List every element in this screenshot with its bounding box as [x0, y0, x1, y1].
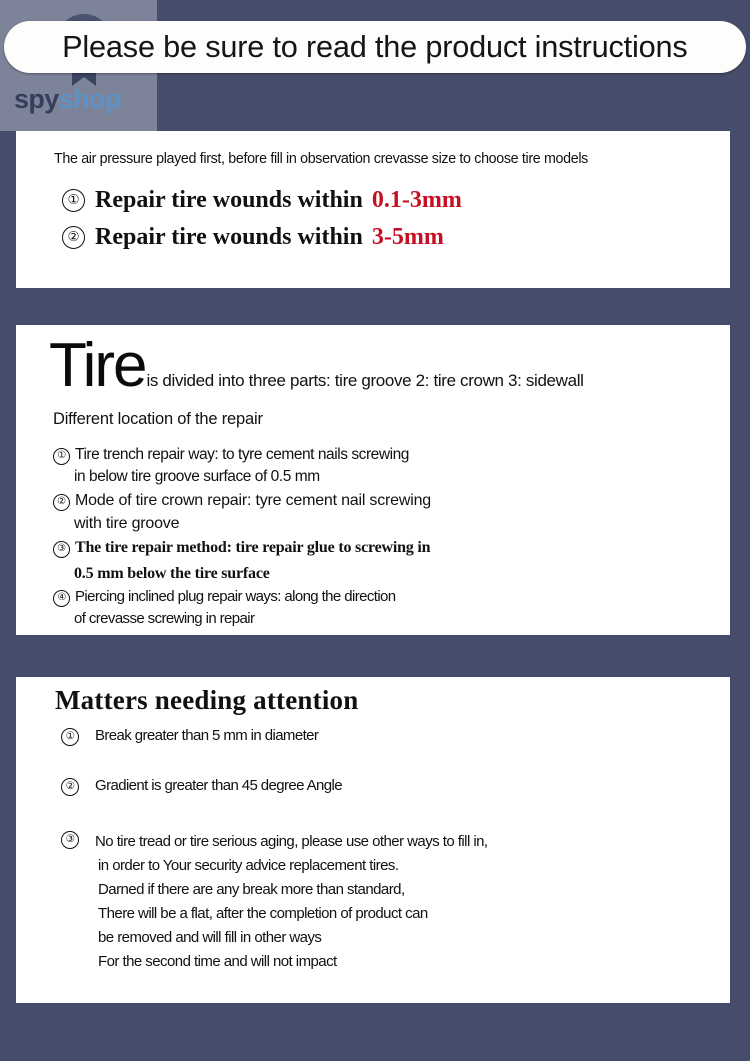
list-marker: ④: [53, 590, 70, 607]
size-row-label: Repair tire wounds within: [95, 187, 363, 213]
attention-item-line: Darned if there are any break more than standard,: [98, 881, 405, 898]
tire-list-item: [53, 489, 431, 535]
attention-item-line: in order to Your security advice replacement tires.: [98, 857, 399, 874]
attention-item-line: Gradient is greater than 45 degree Angle: [95, 777, 343, 794]
tire-item-line2: with tire groove: [74, 515, 180, 533]
attention-item-lines: [95, 727, 318, 744]
tire-item-line1: Mode of tire crown repair: tyre cement nail screwing: [75, 492, 431, 509]
attention-card: [16, 677, 730, 1003]
tire-item-line2: 0.5 mm below the tire surface: [74, 564, 270, 582]
tire-heading-rest: is divided into three parts: tire groove 2: tire crown 3: sidewall: [146, 371, 584, 390]
attention-item-lines: [95, 830, 488, 974]
list-marker: ②: [62, 226, 85, 249]
brand-wordmark-shop: shop: [58, 84, 121, 114]
tire-list-item: [53, 444, 409, 489]
size-row-label: Repair tire wounds within: [95, 224, 363, 250]
tire-list-item: [53, 535, 430, 586]
attention-heading: Matters needing attention: [55, 685, 359, 715]
tire-list-item: [53, 586, 396, 630]
attention-item-line: There will be a flat, after the completion of product can: [98, 905, 428, 922]
brand-wordmark-spy: spy: [14, 84, 59, 114]
attention-list-item: [61, 727, 318, 745]
header-banner: [4, 21, 746, 73]
size-row: [62, 187, 462, 215]
attention-item-line: No tire tread or tire serious aging, please use other ways to fill in,: [95, 833, 488, 850]
brand-wordmark: [14, 86, 121, 113]
attention-item-line: be removed and will fill in other ways: [98, 929, 322, 946]
sizes-card: [16, 131, 730, 288]
size-row-value: 3-5mm: [371, 224, 444, 250]
tire-heading-row: [49, 331, 584, 400]
tire-heading-word: Tire: [49, 331, 146, 400]
list-marker: ②: [61, 778, 79, 796]
tire-item-line1: The tire repair method: tire repair glue to screwing in: [75, 539, 431, 556]
list-marker: ①: [53, 448, 70, 465]
list-marker: ①: [61, 728, 79, 746]
tire-item-line1: Tire trench repair way: to tyre cement nails screwing: [75, 446, 409, 463]
list-marker: ③: [53, 541, 70, 558]
tire-item-line1: Piercing inclined plug repair ways: along the direction: [75, 588, 396, 605]
list-marker: ①: [62, 189, 85, 212]
list-marker: ②: [53, 494, 70, 511]
attention-list-item: [61, 830, 488, 974]
attention-item-lines: [95, 777, 342, 794]
tire-card: [16, 325, 730, 635]
page-title: Please be sure to read the product instructions: [62, 29, 688, 64]
attention-list-item: [61, 777, 342, 795]
list-marker: ③: [61, 831, 79, 849]
attention-item-line: Break greater than 5 mm in diameter: [95, 727, 319, 744]
size-row-value: 0.1-3mm: [371, 187, 462, 213]
tire-item-line2: of crevasse screwing in repair: [74, 610, 255, 627]
attention-item-line: For the second time and will not impact: [98, 953, 337, 970]
tire-sub-label: Different location of the repair: [53, 410, 263, 428]
tire-item-line2: in below tire groove surface of 0.5 mm: [74, 468, 320, 486]
size-row: [62, 224, 444, 252]
sizes-intro-text: The air pressure played first, before fill in observation crevasse size to choose tire models: [54, 151, 588, 167]
